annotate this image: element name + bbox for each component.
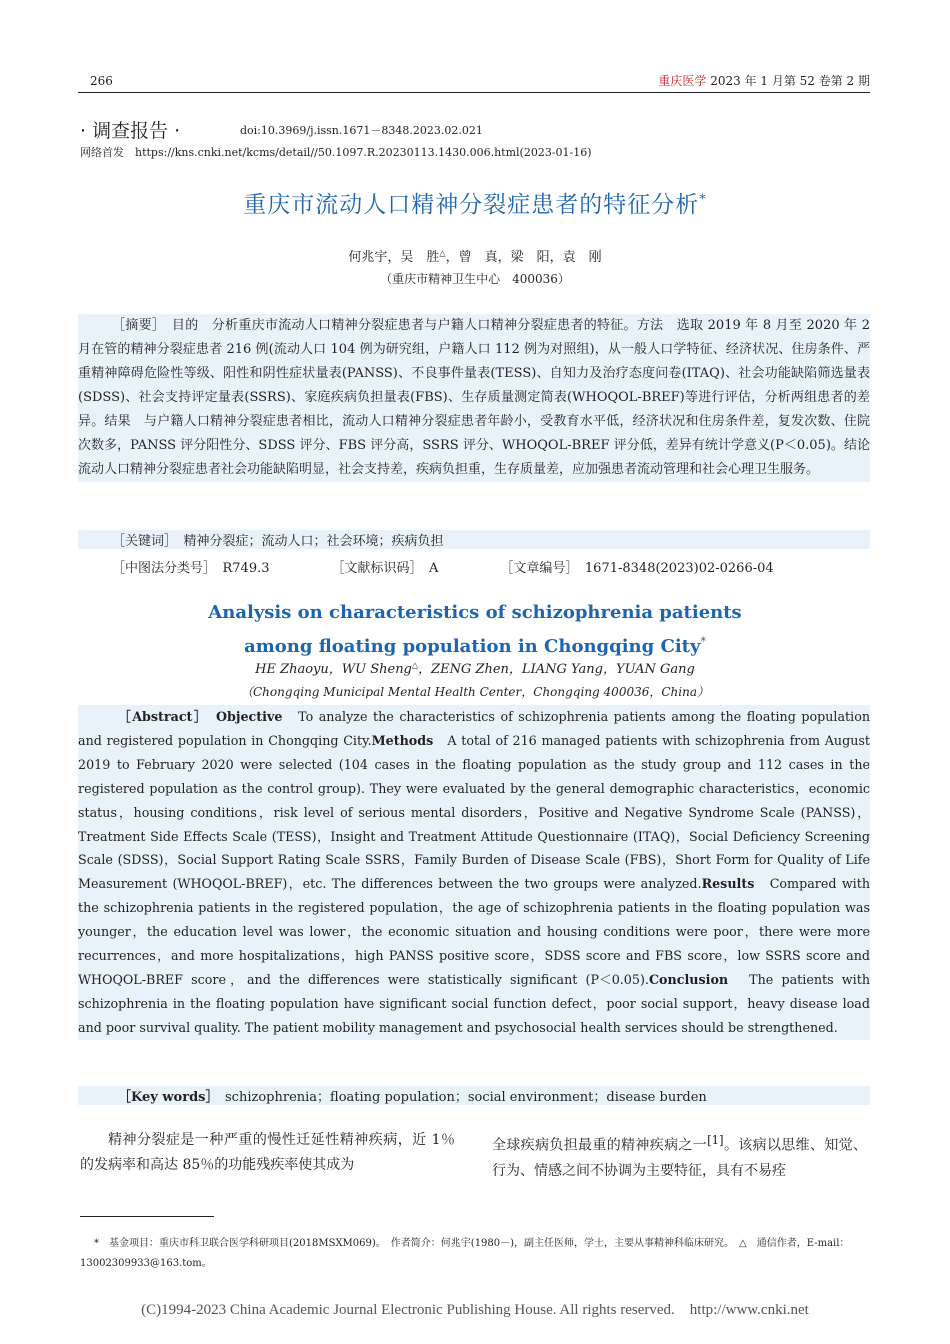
header-rule — [78, 92, 870, 93]
body-column-left: 精神分裂症是一种严重的慢性迁延性精神疾病，近 1％的发病率和高达 85％的功能残疾率使其成为 — [80, 1132, 455, 1173]
conclusion-text: The patients with schizophrenia in the floating population have significant social function defect，poor social support，heavy disease load and poor survival quality. The patient mobility management and psychosocial health services should be strengthened. — [78, 971, 870, 1035]
body-right-text: 全球疾病负担最重的精神疾病之一 — [492, 1137, 708, 1154]
authors-english — [0, 658, 950, 677]
conclusion-label: Conclusion — [648, 971, 729, 987]
abstract-chinese: ［摘要］ 目的 分析重庆市流动人口精神分裂症患者与户籍人口精神分裂症患者的特征。方法 选取 2019 年 8 月至 2020 年 2 月在管的精神分裂症患者 216 例(流动人口 104 例为研究组，户籍人口 112 例为对照组)，从一般人口学特征、经济状况、住房条件、严重精神障碍危险性等级、阳性和阴性症状量表(PANSS)、不良事件量表(TESS)、自知力及治疗态度问卷(ITAQ)、社会功能缺陷筛选量表(SDSS)、社会支持评定量表(SSRS)、家庭疾病负担量表(FBS)、生存质量测定简表(WHOQOL-BREF)等进行评估，分析两组患者的差异。结果 与户籍人口精神分裂症患者相比，流动人口精神分裂症患者年龄小，受教育水平低，经济状况和住房条件差，复发次数、住院次数多，PANSS 评分阳性分、SDSS 评分、FBS 评分高，SSRS 评分、WHOQOL-BREF 评分低，差异有统计学意义(P＜0.05)。结论 流动人口精神分裂症患者社会功能缺陷明显，社会支持差，疾病负担重，生存质量差，应加强患者流动管理和社会心理卫生服务。 — [78, 314, 870, 482]
body-right-rest: 。该病以思维、知觉、行为、情感之间不协调为主要特征，具有不易痊 — [492, 1137, 868, 1179]
results-label: Results — [701, 876, 755, 892]
authors-english-part2: ，ZENG Zhen，LIANG Yang，YUAN Gang — [418, 662, 695, 677]
keywords-english-text: schizophrenia；floating population；social environment；disease burden — [225, 1090, 707, 1105]
footnote-contact: 通信作者，E-mail：13002309933@163.tom。 — [80, 1238, 850, 1269]
body-column-right — [492, 1128, 867, 1184]
keywords-english-label: ［Key words］ — [118, 1090, 212, 1105]
abstract-label: ［Abstract］ — [118, 709, 202, 724]
authors-chinese — [0, 246, 950, 265]
journal-header — [658, 72, 870, 89]
title-chinese-text: 重庆市流动人口精神分裂症患者的特征分析 — [243, 192, 700, 218]
footnote — [80, 1234, 870, 1274]
authors-english-part1: HE Zhaoyu，WU Sheng — [255, 662, 412, 677]
footnote-funding: 基金项目：重庆市科卫联合医学科研项目(2018MSXM069)。 作者简介：何兆宇(1980－)，副主任医师，学士，主要从事精神科临床研究。 — [99, 1238, 740, 1249]
title-english-line2-wrap — [0, 627, 950, 661]
objective-label: Objective — [215, 709, 283, 724]
journal-name: 重庆医学 — [658, 74, 707, 88]
online-first-link[interactable]: 网络首发 https://kns.cnki.net/kcms/detail//50.1097.R.20230113.1430.006.html(2023-01-16) — [80, 146, 592, 159]
methods-label: Methods — [371, 732, 434, 748]
footnote-mark: * — [94, 1238, 99, 1249]
clc-number: ［中图法分类号］ R749.3 — [112, 561, 270, 576]
methods-text: A total of 216 managed patients with schizophrenia from August 2019 to February 2020 were selected (104 cases in the floating population as the study group and 112 cases in the registered population as the control group). They were evaluated by the general demographic characteristics，economic status，housing conditions，risk level of serious mental disorders，Positive and Negative Syndrome Scale (PANSS)，Treatment Side Effects Scale (TESS)，Insight and Treatment Attitude Questionnaire (ITAQ)，Social Deficiency Screening Scale (SDSS)，Social Support Rating Scale SSRS，Family Burden of Disease Scale (FBS)，Short Form for Quality of Life Measurement (WHOQOL-BREF)，etc. The differences between the two groups were analyzed. — [78, 732, 870, 892]
affiliation-english: （Chongqing Municipal Mental Health Center，Chongqing 400036，China） — [241, 685, 709, 699]
classification-line — [78, 557, 870, 576]
results-text: Compared with the schizophrenia patients in the registered population，the age of schizophrenia patients in the floating population was younger，the education level was lower，the economic situation and housing conditions were poor，there were more recurrences，and more hospitalizations，high PANSS positive score，SDSS score and FBS score，low SSRS score and WHOQOL-BREF score，and the differences were statistically significant (P＜0.05). — [78, 876, 871, 987]
keywords-english — [78, 1086, 870, 1105]
footnote-mark-corresponding: △ — [739, 1238, 747, 1249]
objective-text: To analyze the characteristics of schizophrenia patients among the floating population and registered population in Chongqing City. — [78, 709, 871, 748]
copyright-watermark: (C)1994-2023 China Academic Journal Electronic Publishing House. All rights reserved. http://www.cnki.net — [141, 1302, 809, 1318]
document-code: ［文献标识码］ A — [331, 561, 439, 576]
title-english-line2: among floating population in Chongqing City — [244, 636, 701, 657]
section-label: · 调查报告 · — [80, 120, 181, 142]
abstract-english — [78, 705, 870, 1040]
authors-chinese-part1: 何兆宇，吴 胜 — [348, 250, 440, 265]
title-english — [0, 598, 950, 661]
title-chinese — [0, 186, 950, 219]
doi[interactable]: doi:10.3969/j.issn.1671－8348.2023.02.021 — [240, 124, 483, 137]
footnote-rule — [80, 1216, 214, 1217]
affiliation-chinese: （重庆市精神卫生中心 400036） — [380, 272, 570, 286]
page-number: 266 — [90, 74, 113, 88]
authors-chinese-part2: ，曾 真，梁 阳，袁 刚 — [445, 250, 602, 265]
corresponding-mark: △ — [439, 248, 446, 258]
title-english-footnote-mark: * — [700, 635, 706, 648]
citation-ref[interactable]: [1] — [707, 1133, 724, 1147]
title-english-line1: Analysis on characteristics of schizophrenia patients — [208, 602, 742, 623]
journal-issue: 2023 年 1 月第 52 卷第 2 期 — [706, 74, 870, 88]
keywords-chinese: ［关键词］ 精神分裂症；流动人口；社会环境；疾病负担 — [78, 530, 870, 549]
corresponding-mark-en: △ — [411, 660, 419, 670]
article-number: ［文章编号］ 1671-8348(2023)02-0266-04 — [500, 561, 774, 576]
title-footnote-mark: * — [699, 192, 707, 208]
